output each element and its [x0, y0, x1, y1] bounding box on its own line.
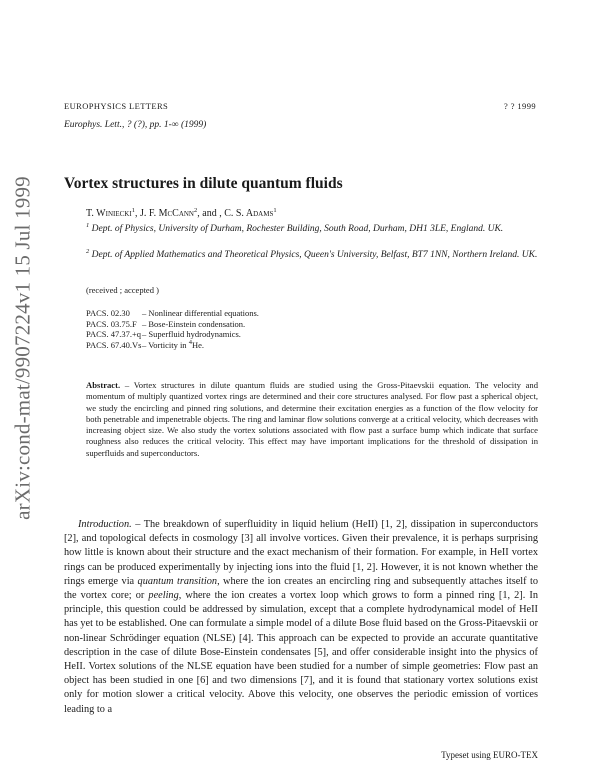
author-name: J. F. McCann [139, 208, 194, 219]
affiliation [86, 249, 538, 262]
pacs-desc: – Bose-Einstein condensation. [142, 318, 246, 329]
arxiv-stamp [8, 158, 38, 538]
pacs-desc: – Nonlinear differential equations. [142, 308, 259, 318]
pacs-code: PACS. 03.75.F [86, 318, 137, 329]
pacs-item [86, 319, 259, 330]
received-line: (received ; accepted ) [86, 285, 159, 295]
pacs-list [86, 308, 259, 350]
emphasis: quantum transition [137, 575, 218, 587]
affiliation-mark: 1 [86, 222, 90, 229]
abstract-label: Abstract. [86, 380, 121, 390]
pacs-desc: – Vorticity in [142, 339, 189, 350]
author-separator: , and , [197, 208, 225, 219]
author-list [86, 208, 277, 219]
pacs-item [86, 329, 259, 340]
emphasis: peeling [148, 590, 179, 602]
pacs-superscript: 4 [188, 338, 192, 346]
intro-paragraph [64, 518, 538, 717]
affiliation-text: Dept. of Physics, University of Durham, Rochester Building, South Road, Durham, DH1 3LE, England. UK. [91, 224, 504, 234]
paper-title: Vortex structures in dilute quantum fluids [64, 175, 343, 192]
affiliation-text: Dept. of Applied Mathematics and Theoretical Physics, Queen's University, Belfast, BT7 1NN, Northern Ireland. UK. [91, 250, 538, 260]
typeset-footer: Typeset using EURO-TEX [441, 750, 538, 760]
section-heading: Introduction. [78, 519, 132, 530]
pacs-item [86, 308, 259, 319]
author-separator: , [134, 208, 140, 219]
abstract [86, 380, 538, 459]
pacs-item [86, 340, 259, 351]
journal-date: ? ? 1999 [504, 101, 536, 111]
author-affiliation-mark: 1 [131, 207, 135, 214]
author-name: T. Winiecki [86, 208, 132, 219]
pacs-code: PACS. 02.30 [86, 308, 130, 318]
author-affiliation-mark: 1 [273, 207, 277, 214]
affiliation [86, 223, 538, 236]
pacs-code: PACS. 67.40.Vs [86, 339, 142, 350]
author-name: C. S. Adams [224, 208, 274, 219]
journal-citation: Europhys. Lett., ? (?), pp. 1-∞ (1999) [64, 120, 207, 130]
intro-text: , where the ion creates a vortex loop which grows to form a pinned ring [1, 2]. In principle, this question could be addressed by simulation, except that a complete hydrodynamical model of HeII has yet to be established. One can formulate a simple model of a dilute Bose fluid based on the Gross-Pitaevskii or non-linear Schrödinger equation (NLSE) [4]. This approach can be expected to provide an accurate quantitative description in the case of dilute Bose-Einstein condensates [5], and offer considerable insight into the physics of HeII. Vortex solutions of the NLSE equation have been studied for a number of simple geometries: Flow past an object has been studied in one [6] and two dimensions [7], and it is found that stationary vortex solutions exist only for motion slower a critical velocity. Above this velocity, one observes the periodic emission of vortices leading to a [64, 590, 538, 715]
abstract-text: – Vortex structures in dilute quantum fluids are studied using the Gross-Pitaevskii equation. The velocity and momentum of multiply quantized vortex rings are determined and their core structures analysed. For flow past a spherical object, we study the encircling and pinned ring solutions, and determine their excitation energies as a function of the flow velocity for both penetrable and impenetrable objects. The ring and laminar flow solutions converge at a critical velocity, which decreases with increasing object size. We also study the vortex solutions associated with flow past a surface bump which indicate that surface roughness also reduces the critical velocity. This effect may have important implications for the threshold of dissipation in superfluids and superconductors. [86, 380, 538, 458]
affiliation-mark: 2 [86, 248, 90, 255]
pacs-code: PACS. 47.37.+q [86, 329, 142, 339]
author-affiliation-mark: 2 [194, 207, 198, 214]
pacs-desc-tail: He. [191, 339, 204, 350]
journal-name: EUROPHYSICS LETTERS [64, 101, 169, 111]
intro-text: , where the ion creates an encircling ring and subsequently attaches itself to the vortex core; or [64, 575, 538, 602]
arxiv-stamp-text: arXiv:cond-mat/9907224v1 15 Jul 1999 [10, 176, 35, 520]
introduction [64, 518, 538, 717]
intro-text: – The breakdown of superfluidity in liquid helium (HeII) [1, 2], dissipation in superconductors [2], and topological defects in cosmology [3] all involve vortices. Given their prevalence, it is perhaps surprising how little is known about their structure and the exact mechanism of their formation. For example, in HeII vortex rings can be produced experimentally by injecting ions into the fluid [1, 2]. However, it is not known whether the rings emerge via [64, 519, 538, 587]
pacs-desc: – Superfluid hydrodynamics. [142, 329, 241, 339]
